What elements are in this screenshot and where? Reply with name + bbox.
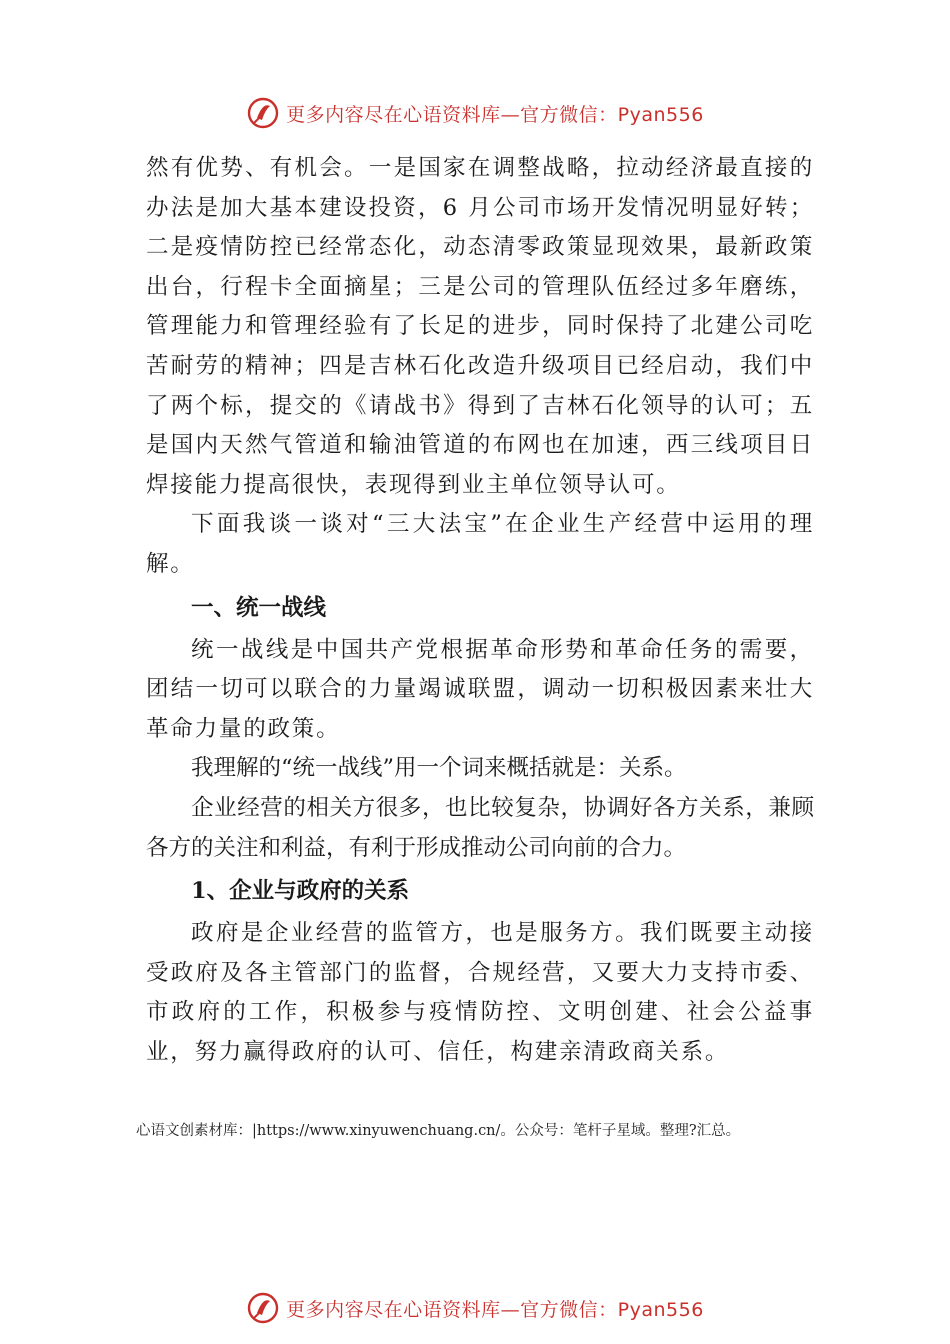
header-banner [0, 93, 950, 133]
banner-wechat-id: Pyan556 [617, 1298, 704, 1321]
banner-text [286, 1295, 704, 1322]
body-paragraph: 企业经营的相关方很多，也比较复杂，协调好各方关系，兼顾各方的关注和利益，有利于形成推动公司向前的合力。 [146, 794, 814, 861]
body-paragraph: 我理解的“统一战线”用一个词来概括就是：关系。 [191, 755, 687, 782]
banner-slogan: 更多内容尽在心语资料库—官方微信： [286, 1298, 618, 1321]
banner-text [286, 100, 704, 127]
subsection-heading: 1、企业与政府的关系 [191, 878, 410, 905]
body-paragraph: 下面我谈一谈对“三大法宝”在企业生产经营中运用的理解。 [146, 511, 814, 577]
document-body [146, 149, 814, 1072]
body-paragraph: 政府是企业经营的监管方，也是服务方。我们既要主动接受政府及各主管部门的监督，合规经营，又要大力支持市委、市政府的工作，积极参与疫情防控、文明创建、社会公益事业，努力赢得政府的认可、信任，构建亲清政商关系。 [146, 920, 814, 1065]
banner-slogan: 更多内容尽在心语资料库—官方微信： [286, 103, 618, 126]
body-paragraph: 统一战线是中国共产党根据革命形势和革命任务的需要，团结一切可以联合的力量竭诚联盟，调动一切积极因素来壮大革命力量的政策。 [146, 636, 814, 742]
section-heading: 一、统一战线 [191, 594, 327, 621]
footer-banner [0, 1288, 950, 1328]
banner-wechat-id: Pyan556 [617, 103, 704, 126]
brand-logo-icon [246, 96, 280, 130]
brand-logo-icon [246, 1291, 280, 1325]
source-footnote: 心语文创素材库：|https://www.xinyuwenchuang.cn/。公众号：笔杆子星域。整理?汇总。 [136, 1123, 741, 1139]
body-paragraph: 然有优势、有机会。一是国家在调整战略，拉动经济最直接的办法是加大基本建设投资，6 月公司市场开发情况明显好转；二是疫情防控已经常态化，动态清零政策显现效果，最新政策出台，行程卡全面摘星；三是公司的管理队伍经过多年磨练，管理能力和管理经验有了长足的进步，同时保持了北建公司吃苦耐劳的精神；四是吉林石化改造升级项目已经启动，我们中了两个标，提交的《请战书》得到了吉林石化领导的认可；五是国内天然气管道和输油管道的布网也在加速，西三线项目日焊接能力提高很快，表现得到业主单位领导认可。 [146, 155, 814, 498]
